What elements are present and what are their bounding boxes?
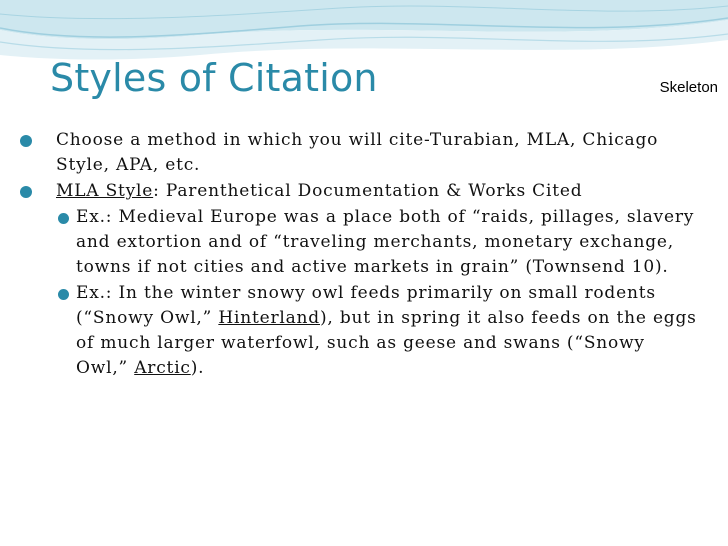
skeleton-tag: Skeleton (659, 79, 718, 96)
mla-style-link[interactable]: MLA Style (56, 181, 154, 201)
bullet-text: Choose a method in which you will cite-Turabian, MLA, Chicago Style, APA, etc. (56, 130, 659, 175)
slide-content (0, 128, 700, 382)
sub-bullet-text: Ex.: Medieval Europe was a place both of “raids, pillages, slavery and extortion and of “traveling merchants, monetary exchange, towns if not cities and active markets in grain” (Townsend 10). (76, 207, 695, 277)
bullet-dot-icon (20, 135, 32, 147)
sub-bullet-text-post: ). (190, 358, 205, 378)
hinterland-link[interactable]: Hinterland (218, 308, 320, 328)
bullet-text: : Parenthetical Documentation & Works Cited (153, 181, 583, 201)
bullet-dot-icon (20, 186, 32, 198)
sub-bullet-text-mid: ), but in spring it also feeds on the eggs of much larger waterfowl, such as geese and swans (“Snowy Owl,” (76, 308, 697, 378)
sub-bullet-item-medieval (0, 205, 700, 280)
bullet-item-mla-style (0, 179, 700, 204)
sub-bullet-item-snowy-owl (0, 281, 700, 381)
sub-bullet-text-pre: Ex.: In the winter snowy owl feeds primarily on small rodents (“Snowy Owl,” (76, 283, 656, 328)
sub-bullet-dot-icon (58, 213, 69, 224)
slide-title: Styles of Citation (50, 56, 378, 100)
bullet-item-method (0, 128, 700, 178)
arctic-link[interactable]: Arctic (134, 358, 191, 378)
sub-bullet-dot-icon (58, 289, 69, 300)
